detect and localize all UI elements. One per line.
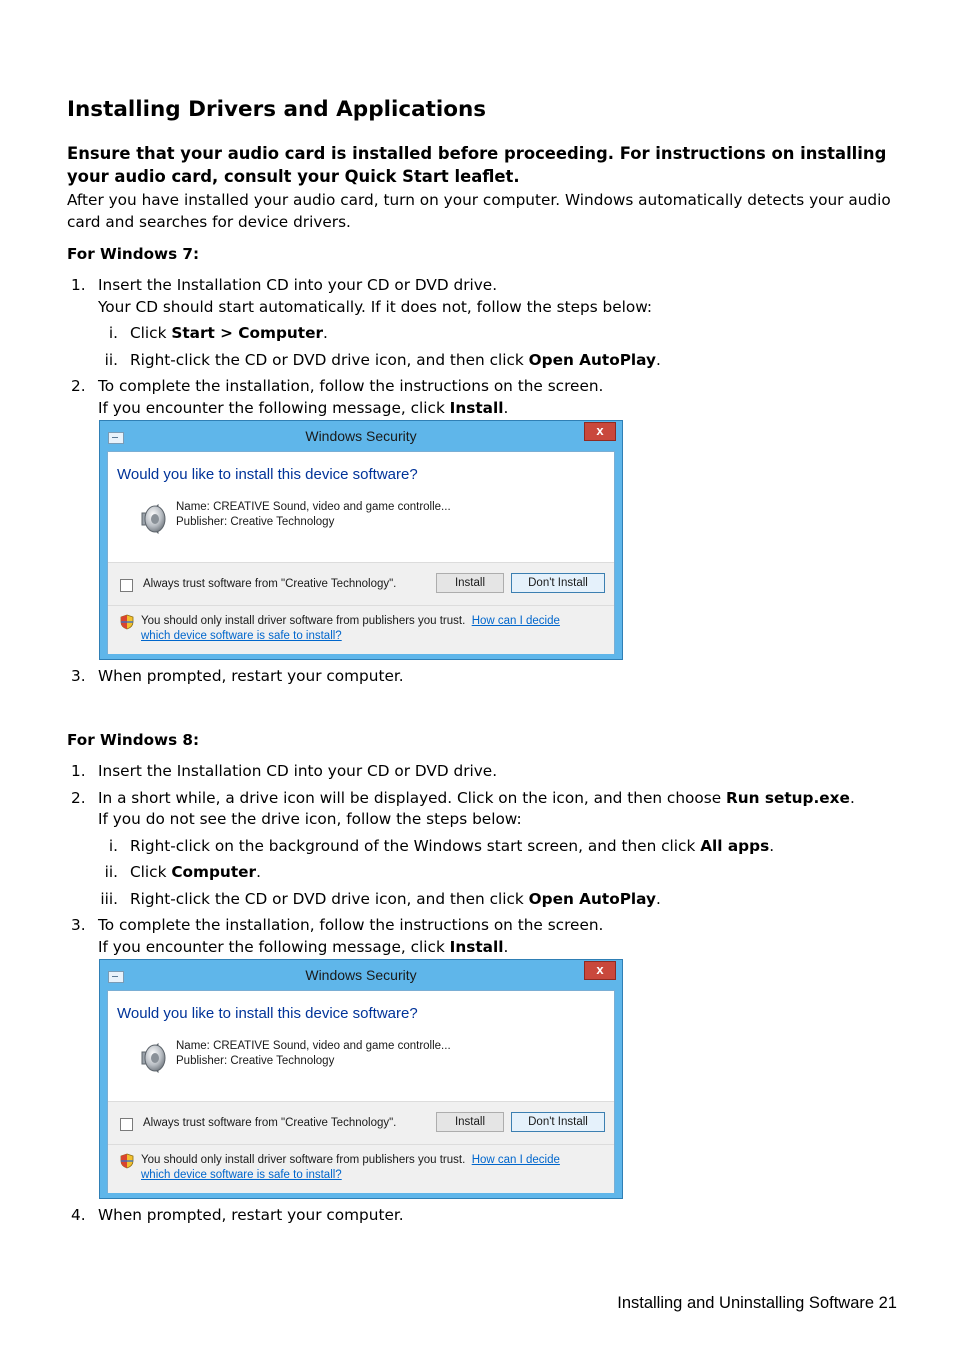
windows7-heading: For Windows 7: bbox=[67, 245, 200, 263]
speaker-icon bbox=[136, 1041, 170, 1075]
dialog-question: Would you like to install this device software? bbox=[117, 1005, 418, 1022]
close-icon[interactable]: x bbox=[584, 961, 616, 980]
step-number: 2. bbox=[71, 377, 86, 395]
win7-step1-text: Insert the Installation CD into your CD or DVD drive. bbox=[98, 276, 498, 294]
trust-checkbox[interactable] bbox=[120, 579, 133, 592]
help-link[interactable]: How can I decide bbox=[471, 615, 560, 627]
win8-substep-iii: Right-click the CD or DVD drive icon, and then click Open AutoPlay. bbox=[130, 890, 661, 908]
shield-icon bbox=[120, 614, 134, 630]
windows-security-dialog bbox=[99, 959, 623, 1199]
dialog-question: Would you like to install this device software? bbox=[117, 466, 418, 483]
install-button[interactable]: Install bbox=[436, 573, 504, 593]
substep-number: ii. bbox=[104, 863, 118, 881]
substep-number: i. bbox=[108, 837, 118, 855]
speaker-icon bbox=[136, 502, 170, 536]
win7-step2-sub: If you encounter the following message, click Install. bbox=[98, 399, 509, 417]
win7-step1-sub: Your CD should start automatically. If it does not, follow the steps below: bbox=[98, 298, 653, 316]
device-info bbox=[176, 500, 451, 530]
dialog-title: Windows Security bbox=[305, 967, 417, 983]
dialog-footer bbox=[108, 562, 614, 654]
win7-substep-ii: Right-click the CD or DVD drive icon, and then click Open AutoPlay. bbox=[130, 351, 661, 369]
step-number: 2. bbox=[71, 789, 86, 807]
dialog-body bbox=[107, 451, 615, 654]
dialog-title: Windows Security bbox=[305, 428, 417, 444]
device-publisher: Publisher: Creative Technology bbox=[176, 1055, 335, 1067]
win8-step2-sub: If you do not see the drive icon, follow the steps below: bbox=[98, 810, 522, 828]
step-number: 4. bbox=[71, 1206, 86, 1224]
trust-checkbox[interactable] bbox=[120, 1118, 133, 1131]
windows-security-dialog bbox=[99, 420, 623, 660]
intro-paragraph: After you have installed your audio card, turn on your computer. Windows automatically detects your audio card and searches for device drivers. bbox=[67, 191, 891, 231]
win8-substep-ii: Click Computer. bbox=[130, 863, 261, 881]
device-name: Name: CREATIVE Sound, video and game controlle... bbox=[176, 1040, 451, 1052]
close-icon[interactable]: x bbox=[584, 422, 616, 441]
shield-icon bbox=[120, 1153, 134, 1169]
install-button[interactable]: Install bbox=[436, 1112, 504, 1132]
step-number: 1. bbox=[71, 276, 86, 294]
win7-substep-i: Click Start > Computer. bbox=[130, 324, 328, 342]
page-title: Installing Drivers and Applications bbox=[67, 97, 487, 122]
win8-step4-text: When prompted, restart your computer. bbox=[98, 1206, 404, 1224]
dialog-footer bbox=[108, 1101, 614, 1193]
lead-paragraph: Ensure that your audio card is installed before proceeding. For instructions on installing your audio card, consult your Quick Start leaflet. bbox=[67, 144, 887, 186]
win8-step1-text: Insert the Installation CD into your CD or DVD drive. bbox=[98, 762, 498, 780]
help-link[interactable]: How can I decide bbox=[471, 1154, 560, 1166]
win7-step2-text: To complete the installation, follow the instructions on the screen. bbox=[98, 377, 604, 395]
step-number: 1. bbox=[71, 762, 86, 780]
device-publisher: Publisher: Creative Technology bbox=[176, 516, 335, 528]
device-name: Name: CREATIVE Sound, video and game controlle... bbox=[176, 501, 451, 513]
warning-text: You should only install driver software from publishers you trust. How can I decide which device software is safe to install? bbox=[141, 615, 560, 642]
windows8-heading: For Windows 8: bbox=[67, 731, 200, 749]
win8-step3-sub: If you encounter the following message, click Install. bbox=[98, 938, 509, 956]
divider bbox=[108, 605, 614, 606]
dialog-body bbox=[107, 990, 615, 1193]
help-link-continued[interactable]: which device software is safe to install? bbox=[141, 1169, 342, 1181]
substep-number: i. bbox=[108, 324, 118, 342]
win8-substep-i: Right-click on the background of the Windows start screen, and then click All apps. bbox=[130, 837, 775, 855]
win7-step3-text: When prompted, restart your computer. bbox=[98, 667, 404, 685]
divider bbox=[108, 1144, 614, 1145]
step-number: 3. bbox=[71, 916, 86, 934]
dialog-titlebar bbox=[100, 960, 622, 990]
dialog-titlebar bbox=[100, 421, 622, 451]
device-info bbox=[176, 1039, 451, 1069]
help-link-continued[interactable]: which device software is safe to install? bbox=[141, 630, 342, 642]
warning-text: You should only install driver software from publishers you trust. How can I decide which device software is safe to install? bbox=[141, 1154, 560, 1181]
trust-label: Always trust software from "Creative Technology". bbox=[143, 578, 397, 590]
dont-install-button[interactable]: Don't Install bbox=[511, 573, 605, 593]
page-footer: Installing and Uninstalling Software 21 bbox=[617, 1294, 897, 1312]
win8-step2-text: In a short while, a drive icon will be displayed. Click on the icon, and then choose Run setup.exe. bbox=[98, 789, 855, 807]
substep-number: ii. bbox=[104, 351, 118, 369]
substep-number: iii. bbox=[100, 890, 118, 908]
step-number: 3. bbox=[71, 667, 86, 685]
win8-step3-text: To complete the installation, follow the instructions on the screen. bbox=[98, 916, 604, 934]
trust-label: Always trust software from "Creative Technology". bbox=[143, 1117, 397, 1129]
dont-install-button[interactable]: Don't Install bbox=[511, 1112, 605, 1132]
